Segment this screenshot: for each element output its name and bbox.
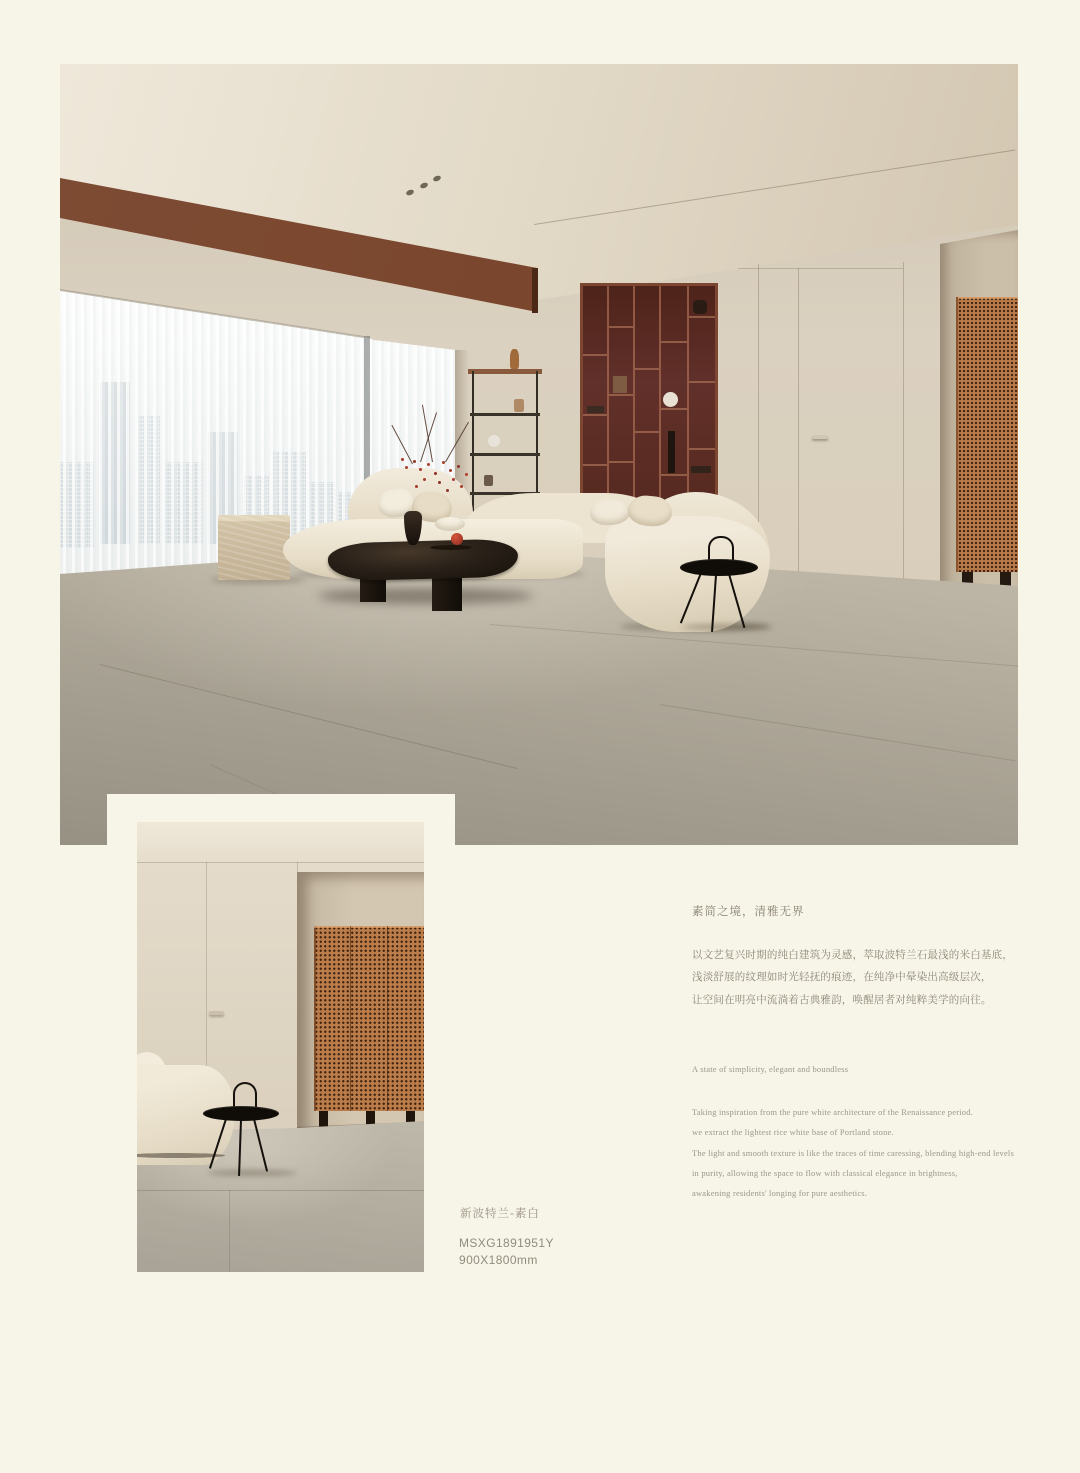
inset-photo-hallway: [137, 822, 424, 1272]
door-seam-right: [903, 262, 904, 582]
bookshelf-shelf: [583, 354, 607, 356]
bookshelf-shelf: [609, 326, 633, 328]
bolster-pillow: [435, 517, 465, 531]
clay-pot: [514, 399, 524, 412]
bookshelf-shelf: [583, 464, 607, 466]
bookshelf-shelf: [661, 474, 687, 476]
product-size: 900X1800mm: [459, 1253, 538, 1267]
en-paragraph: [692, 1102, 1037, 1203]
rattan-cabinet: [314, 926, 424, 1111]
sofa-chaise-right: [605, 516, 770, 632]
travertine-side-table: [218, 515, 290, 580]
door-handle: [812, 435, 828, 439]
coffee-table: [328, 539, 519, 582]
floor-seam: [490, 624, 1018, 667]
tall-bottle: [668, 431, 675, 473]
bookshelf-divider: [659, 286, 661, 502]
cabinet-panel-seam: [387, 926, 388, 1111]
table-tray: [430, 545, 472, 550]
etagere-top-shelf: [468, 369, 542, 374]
book-stack: [691, 466, 711, 473]
bookshelf-shelf: [583, 414, 607, 416]
floor-seam: [100, 664, 517, 769]
product-code-block: [459, 1235, 554, 1269]
ceiling-line: [137, 862, 424, 863]
bookshelf-shelf: [661, 341, 687, 343]
cn-heading: 素简之境，清雅无界: [692, 906, 805, 918]
decor-pot: [484, 475, 493, 486]
sphere-vase: [663, 392, 678, 407]
etagere-post: [472, 371, 474, 519]
en-heading: A state of simplicity, elegant and boundless: [692, 1064, 849, 1074]
door-seam-left: [798, 268, 799, 580]
side-table-top: [203, 1106, 279, 1121]
hero-photo-living-room: [60, 64, 1018, 845]
cn-paragraph: [692, 945, 1024, 1012]
side-table-shadow: [682, 624, 772, 630]
side-table-shadow: [207, 1170, 297, 1176]
product-name: 新波特兰-素白: [460, 1208, 540, 1220]
side-table-handle: [233, 1082, 257, 1108]
en-paragraph-line: we extract the lightest rice white base of Portland stone.: [692, 1127, 894, 1138]
wood-beam-end: [532, 268, 538, 313]
cn-paragraph-line: 浅淡舒展的纹理如时光轻抚的痕迹，在纯净中晕染出高级层次，: [692, 972, 992, 984]
bookshelf-shelf: [689, 316, 715, 318]
ceiling: [137, 822, 424, 862]
bookshelf-shelf: [689, 448, 715, 450]
bookshelf-divider: [687, 286, 689, 502]
red-berries: [401, 458, 404, 461]
floor-seam: [229, 1190, 230, 1272]
etagere-shelf: [470, 453, 540, 456]
book-stack: [587, 406, 604, 413]
en-paragraph-line: The light and smooth texture is like the traces of time caressing, blending high-end levels: [692, 1147, 1014, 1158]
door-top-seam: [738, 268, 903, 269]
bookshelf-shelf: [689, 381, 715, 383]
decor-pot: [693, 300, 707, 314]
en-paragraph-line: in purity, allowing the space to flow with classical elegance in brightness,: [692, 1167, 958, 1178]
bookshelf-shelf: [661, 408, 687, 410]
cabinet-panel-seam: [350, 926, 351, 1111]
en-paragraph-line: awakening residents' longing for pure aesthetics.: [692, 1188, 868, 1199]
en-paragraph-line: Taking inspiration from the pure white architecture of the Renaissance period.: [692, 1107, 974, 1117]
bookshelf-shelf: [635, 431, 659, 433]
product-code: MSXG1891951Y: [459, 1236, 554, 1250]
cn-paragraph-line: 以文艺复兴时期的纯白建筑为灵感，萃取波特兰石最浅的米白基底，: [692, 950, 1013, 961]
floor-seam: [137, 1190, 424, 1191]
sphere-vase: [488, 435, 500, 447]
etagere-shelf: [470, 413, 540, 416]
bookshelf-shelf: [609, 461, 633, 463]
decor-box: [613, 376, 627, 393]
cn-paragraph-line: 让空间在明亮中流淌着古典雅韵，唤醒居者对纯粹美学的向往。: [692, 994, 992, 1006]
bookshelf-shelf: [609, 394, 633, 396]
door-handle: [209, 1011, 224, 1015]
bookshelf-divider: [633, 286, 635, 502]
bookshelf-niche: [580, 283, 718, 505]
bookshelf-shelf: [635, 368, 659, 370]
amber-vase: [510, 349, 519, 369]
side-table-top: [680, 559, 758, 576]
floor-seam: [660, 704, 1016, 761]
coffee-table-shadow: [318, 588, 533, 604]
pomegranate: [451, 533, 463, 545]
rattan-screen-cabinet: [956, 297, 1018, 572]
